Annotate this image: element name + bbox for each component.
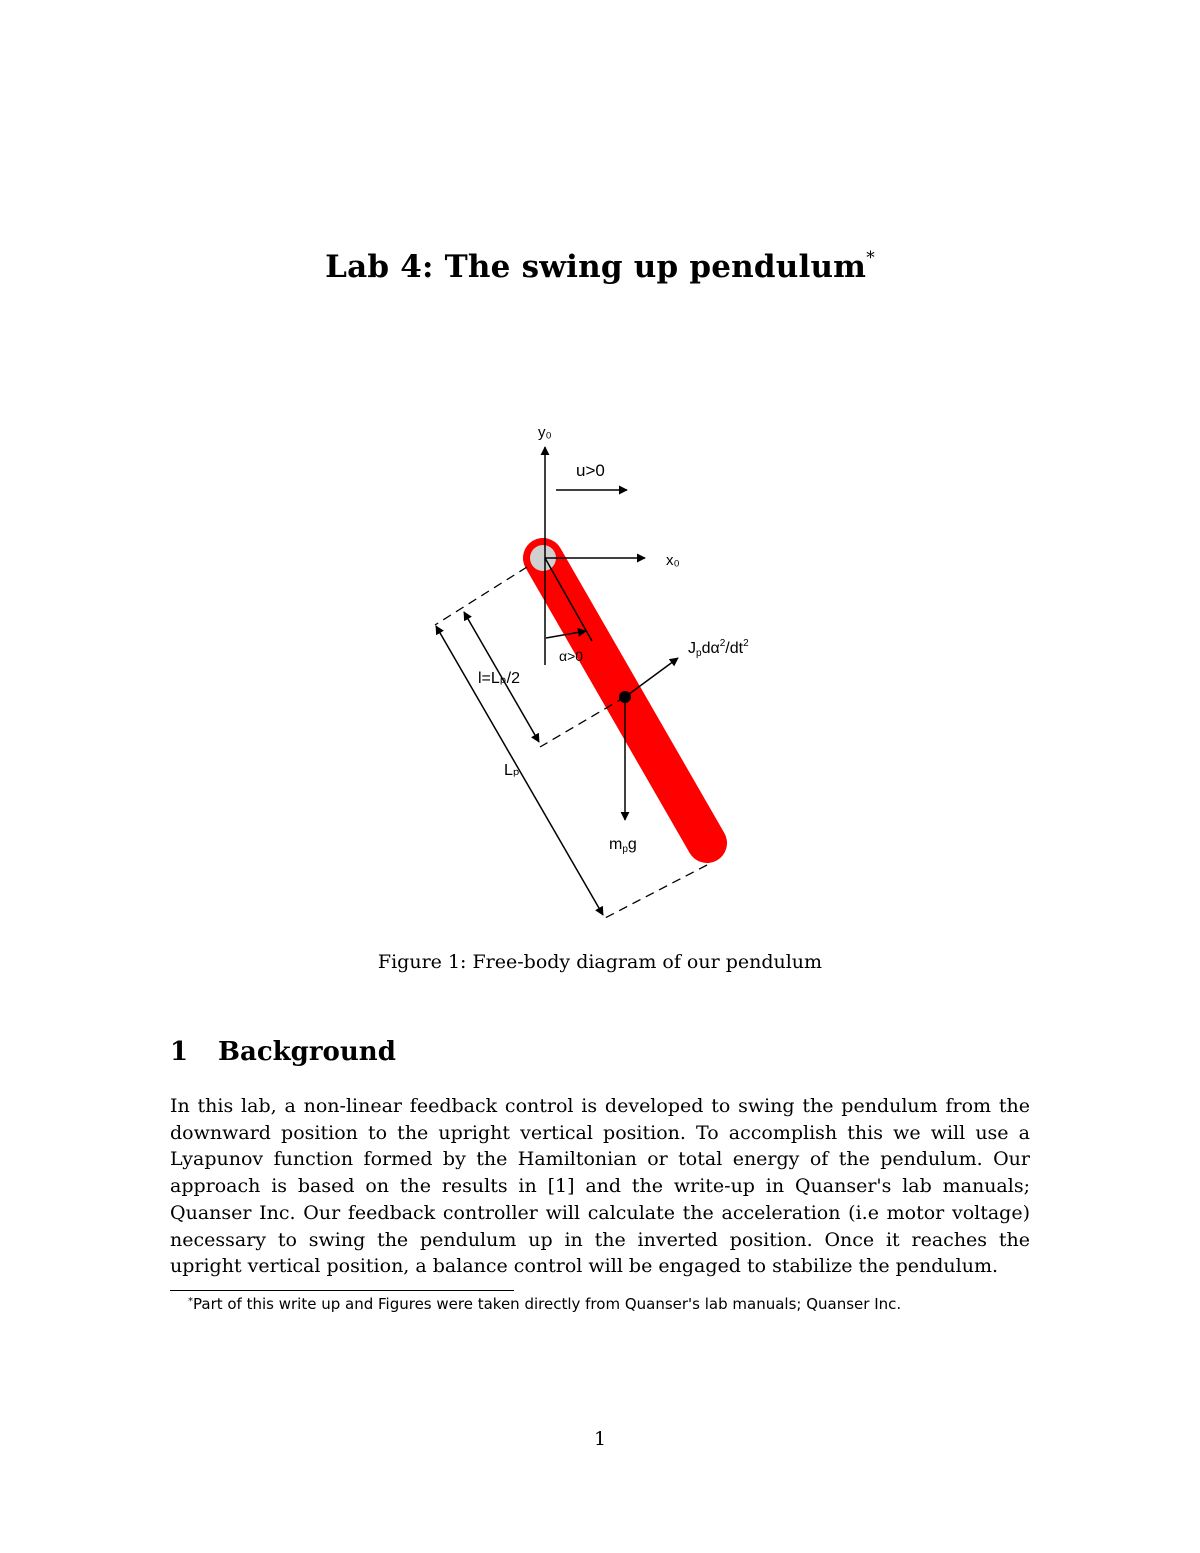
half-length-label: l=Lₚ/2 (478, 670, 520, 687)
inertia-label-base: J (688, 640, 696, 657)
pendulum-diagram-svg (420, 415, 800, 925)
full-length-label: Lₚ (504, 762, 520, 779)
y-axis-label: y₀ (538, 424, 552, 441)
title-footnote-marker: * (866, 248, 875, 268)
inertia-label-sup2: 2 (743, 638, 749, 649)
dashed-top-line (435, 567, 527, 625)
page-number: 1 (593, 1428, 607, 1450)
inertia-label-sub: p (696, 648, 702, 659)
dashed-bottom-line (605, 865, 707, 918)
footnote-text: Part of this write up and Figures were taken directly from Quanser's lab manuals; Quanser Inc. (193, 1295, 902, 1313)
gravity-label-tail: g (627, 836, 637, 853)
inertia-label-mid: dα (701, 640, 720, 657)
angle-label: α>0 (559, 648, 584, 664)
figure-caption: Figure 1: Free-body diagram of our pendulum (377, 951, 823, 973)
gravity-label (609, 836, 637, 855)
pendulum-diagram (420, 415, 800, 925)
footnote (188, 1295, 901, 1313)
paper-title (0, 248, 1200, 285)
inertia-label-sup: 2 (719, 638, 726, 649)
background-paragraph: In this lab, a non-linear feedback control is developed to swing the pendulum from the downward position to the upright vertical position. To accomplish this we will use a Lyapunov function formed by the Hamiltonian or total energy of the pendulum. Our approach is based on the results in [1] and the write-up in Quanser's lab manuals; Quanser Inc. Our feedback controller will calculate the acceleration (i.e motor voltage) necessary to swing the pendulum up in the inverted position. Once it reaches the upright vertical position, a balance control will be engaged to stabilize the pendulum. (170, 1095, 1030, 1278)
gravity-label-sub: p (622, 844, 628, 855)
section-heading (170, 1037, 396, 1067)
inertia-label (688, 638, 749, 659)
footnote-rule (170, 1290, 514, 1291)
section-title: Background (218, 1037, 396, 1067)
section-number: 1 (170, 1037, 189, 1067)
gravity-label-base: m (609, 836, 623, 853)
footnote-marker: * (188, 1296, 193, 1307)
paper-title-text: Lab 4: The swing up pendulum (325, 249, 867, 285)
x-axis-label: x₀ (666, 552, 680, 569)
inertia-label-tail: /dt (725, 640, 744, 657)
force-label: u>0 (576, 461, 605, 480)
